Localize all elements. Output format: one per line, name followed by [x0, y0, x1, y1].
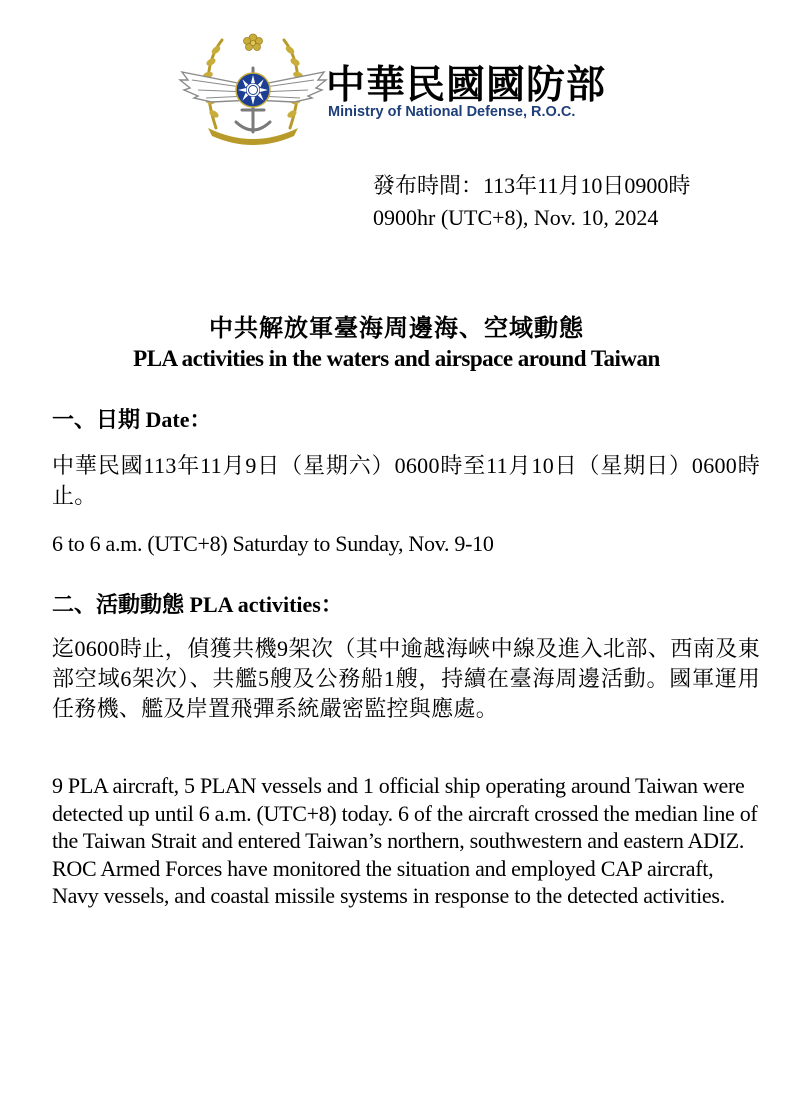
document-title [0, 314, 793, 374]
title-chinese: 中共解放軍臺海周邊海、空域動態 [209, 316, 584, 342]
org-name-english: Ministry of National Defense, R.O.C. [328, 104, 576, 120]
mnd-emblem-icon [178, 28, 328, 146]
section-heading-date: 一、日期 Date： [52, 407, 212, 432]
activities-paragraph-english: 9 PLA aircraft, 5 PLAN vessels and 1 official ship operating around Taiwan were detected up until 6 a.m. (UTC+8) today. 6 of the aircraft crossed the median line of the Taiwan Strait and entered Taiwan’s northern, southwestern and eastern ADIZ. ROC Armed Forces have monitored the situation and employed CAP aircraft, Navy vessels, and coastal missile systems in response to the detected activities. [52, 773, 758, 908]
activities-paragraph-chinese: 迄0600時止，偵獲共機9架次（其中逾越海峽中線及進入北部、西南及東部空域6架次）、共艦5艘及公務船1艘，持續在臺海周邊活動。國軍運用任務機、艦及岸置飛彈系統嚴密監控與應處。 [52, 636, 760, 721]
release-time-chinese: 發布時間：113年11月10日0900時 [373, 173, 691, 198]
release-time [373, 170, 690, 234]
date-paragraph-chinese: 中華民國113年11月9日（星期六）0600時至11月10日（星期日）0600時止。 [52, 453, 760, 508]
letterhead [178, 28, 628, 146]
title-english: PLA activities in the waters and airspace around Taiwan [133, 346, 660, 371]
date-paragraph-english: 6 to 6 a.m. (UTC+8) Saturday to Sunday, Nov. 9-10 [52, 531, 494, 556]
release-time-english: 0900hr (UTC+8), Nov. 10, 2024 [373, 205, 659, 230]
org-name-chinese: 中華民國國防部 [326, 63, 607, 108]
section-heading-activities: 二、活動動態 PLA activities： [52, 592, 343, 617]
